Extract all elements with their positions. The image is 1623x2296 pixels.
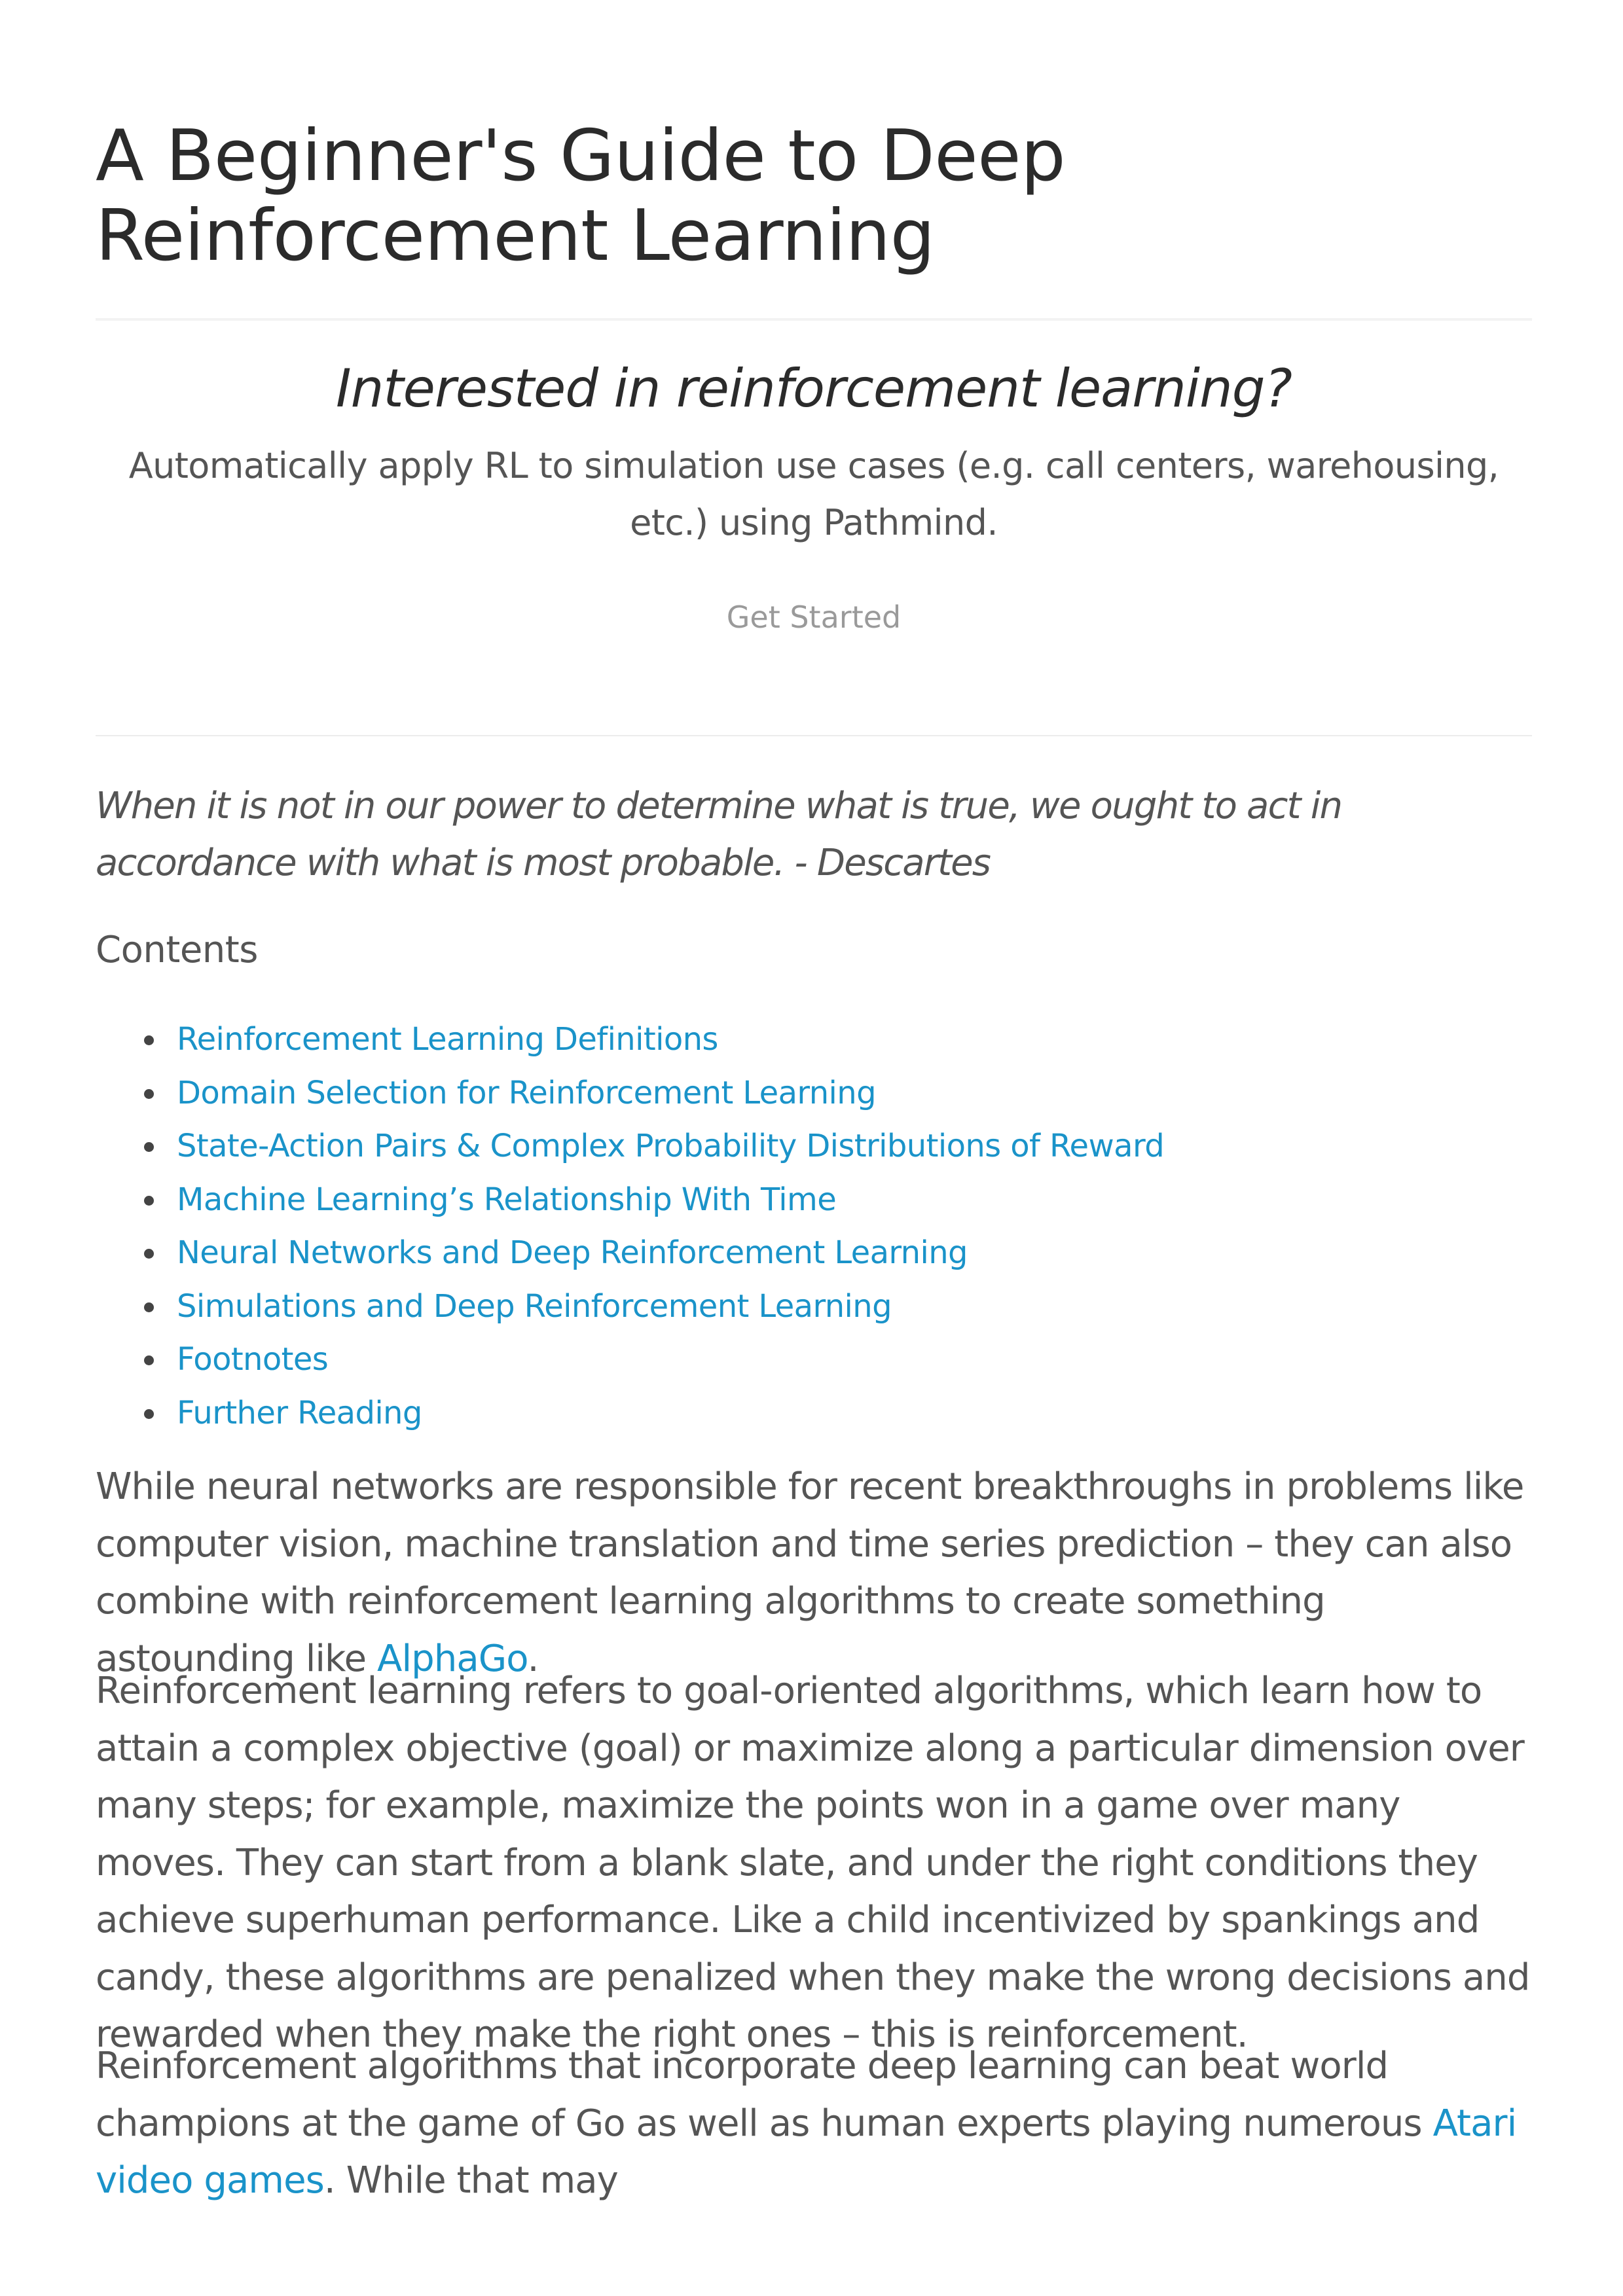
alphago-link[interactable]: AlphaGo — [377, 1637, 528, 1680]
promo-box — [96, 321, 1532, 736]
toc-item-time — [96, 1174, 1532, 1227]
bullet-icon — [144, 1409, 154, 1419]
article-title — [96, 117, 1532, 276]
promo-text: Automatically apply RL to simulation use cases (e.g. call centers, warehousing, etc.) using Pathmind. — [128, 445, 1499, 543]
paragraph-deep-rl-text: Reinforcement algorithms that incorporate deep learning can beat world champions at the game of Go as well as human experts playing numerous — [96, 2045, 1433, 2145]
toc-link-definitions[interactable]: Reinforcement Learning Definitions — [177, 1021, 718, 1058]
paragraph-intro-end: . — [527, 1637, 539, 1680]
toc-item-neural-networks — [96, 1227, 1532, 1280]
bullet-icon — [144, 1089, 154, 1099]
toc-link-further-reading[interactable]: Further Reading — [177, 1394, 422, 1431]
bullet-icon — [144, 1355, 154, 1365]
bullet-icon — [144, 1142, 154, 1152]
toc-item-further-reading — [96, 1387, 1532, 1441]
toc-link-footnotes[interactable]: Footnotes — [177, 1341, 329, 1378]
toc-link-domain-selection[interactable]: Domain Selection for Reinforcement Learning — [177, 1074, 876, 1111]
descartes-quote: When it is not in our power to determine what is true, we ought to act in accordance with what is most probable. - Descartes — [96, 785, 1342, 884]
toc-link-simulations[interactable]: Simulations and Deep Reinforcement Learning — [177, 1287, 892, 1325]
bullet-icon — [144, 1249, 154, 1259]
bullet-icon — [144, 1302, 154, 1312]
contents-heading: Contents — [96, 929, 258, 971]
paragraph-deep-rl-end: . While that may — [323, 2159, 618, 2202]
toc-link-state-action-pairs[interactable]: State-Action Pairs & Complex Probability Distributions of Reward — [177, 1128, 1165, 1164]
paragraph-deep-rl — [96, 2037, 1532, 2210]
paragraph-intro-text: While neural networks are responsible for recent breakthroughs in problems like computer vision, machine translation and time series prediction – they can also combine with reinforcement learning algorithms to create something astounding like — [96, 1465, 1524, 1680]
bullet-icon — [144, 1196, 154, 1206]
toc-item-domain-selection — [96, 1067, 1532, 1121]
toc-item-footnotes — [96, 1333, 1532, 1387]
toc-item-simulations — [96, 1280, 1532, 1334]
paragraph-definition: Reinforcement learning refers to goal-oriented algorithms, which learn how to attain a complex objective (goal) or maximize along a particular dimension over many steps; for example, maximize the points won in a game over many moves. They can start from a blank slate, and under the right conditions they achieve superhuman performance. Like a child incentivized by spankings and candy, these algorithms are penalized when they make the wrong decisions and rewarded when they make the right ones – this is reinforcement. — [96, 1670, 1530, 2056]
atari-games-link[interactable]: Atari video games — [96, 2102, 1517, 2202]
toc-item-state-action-pairs — [96, 1120, 1532, 1174]
table-of-contents — [96, 1013, 1532, 1440]
article-title-line-2: Reinforcement Learning — [96, 195, 935, 277]
article-title-line-1: A Beginner's Guide to Deep — [96, 115, 1066, 197]
bullet-icon — [144, 1035, 154, 1045]
toc-link-time[interactable]: Machine Learning’s Relationship With Time — [177, 1181, 837, 1218]
toc-item-definitions — [96, 1013, 1532, 1067]
promo-heading: Interested in reinforcement learning? — [336, 358, 1292, 419]
toc-link-neural-networks[interactable]: Neural Networks and Deep Reinforcement Learning — [177, 1234, 968, 1271]
get-started-button[interactable]: Get Started — [726, 600, 902, 635]
paragraph-intro — [96, 1458, 1532, 1687]
